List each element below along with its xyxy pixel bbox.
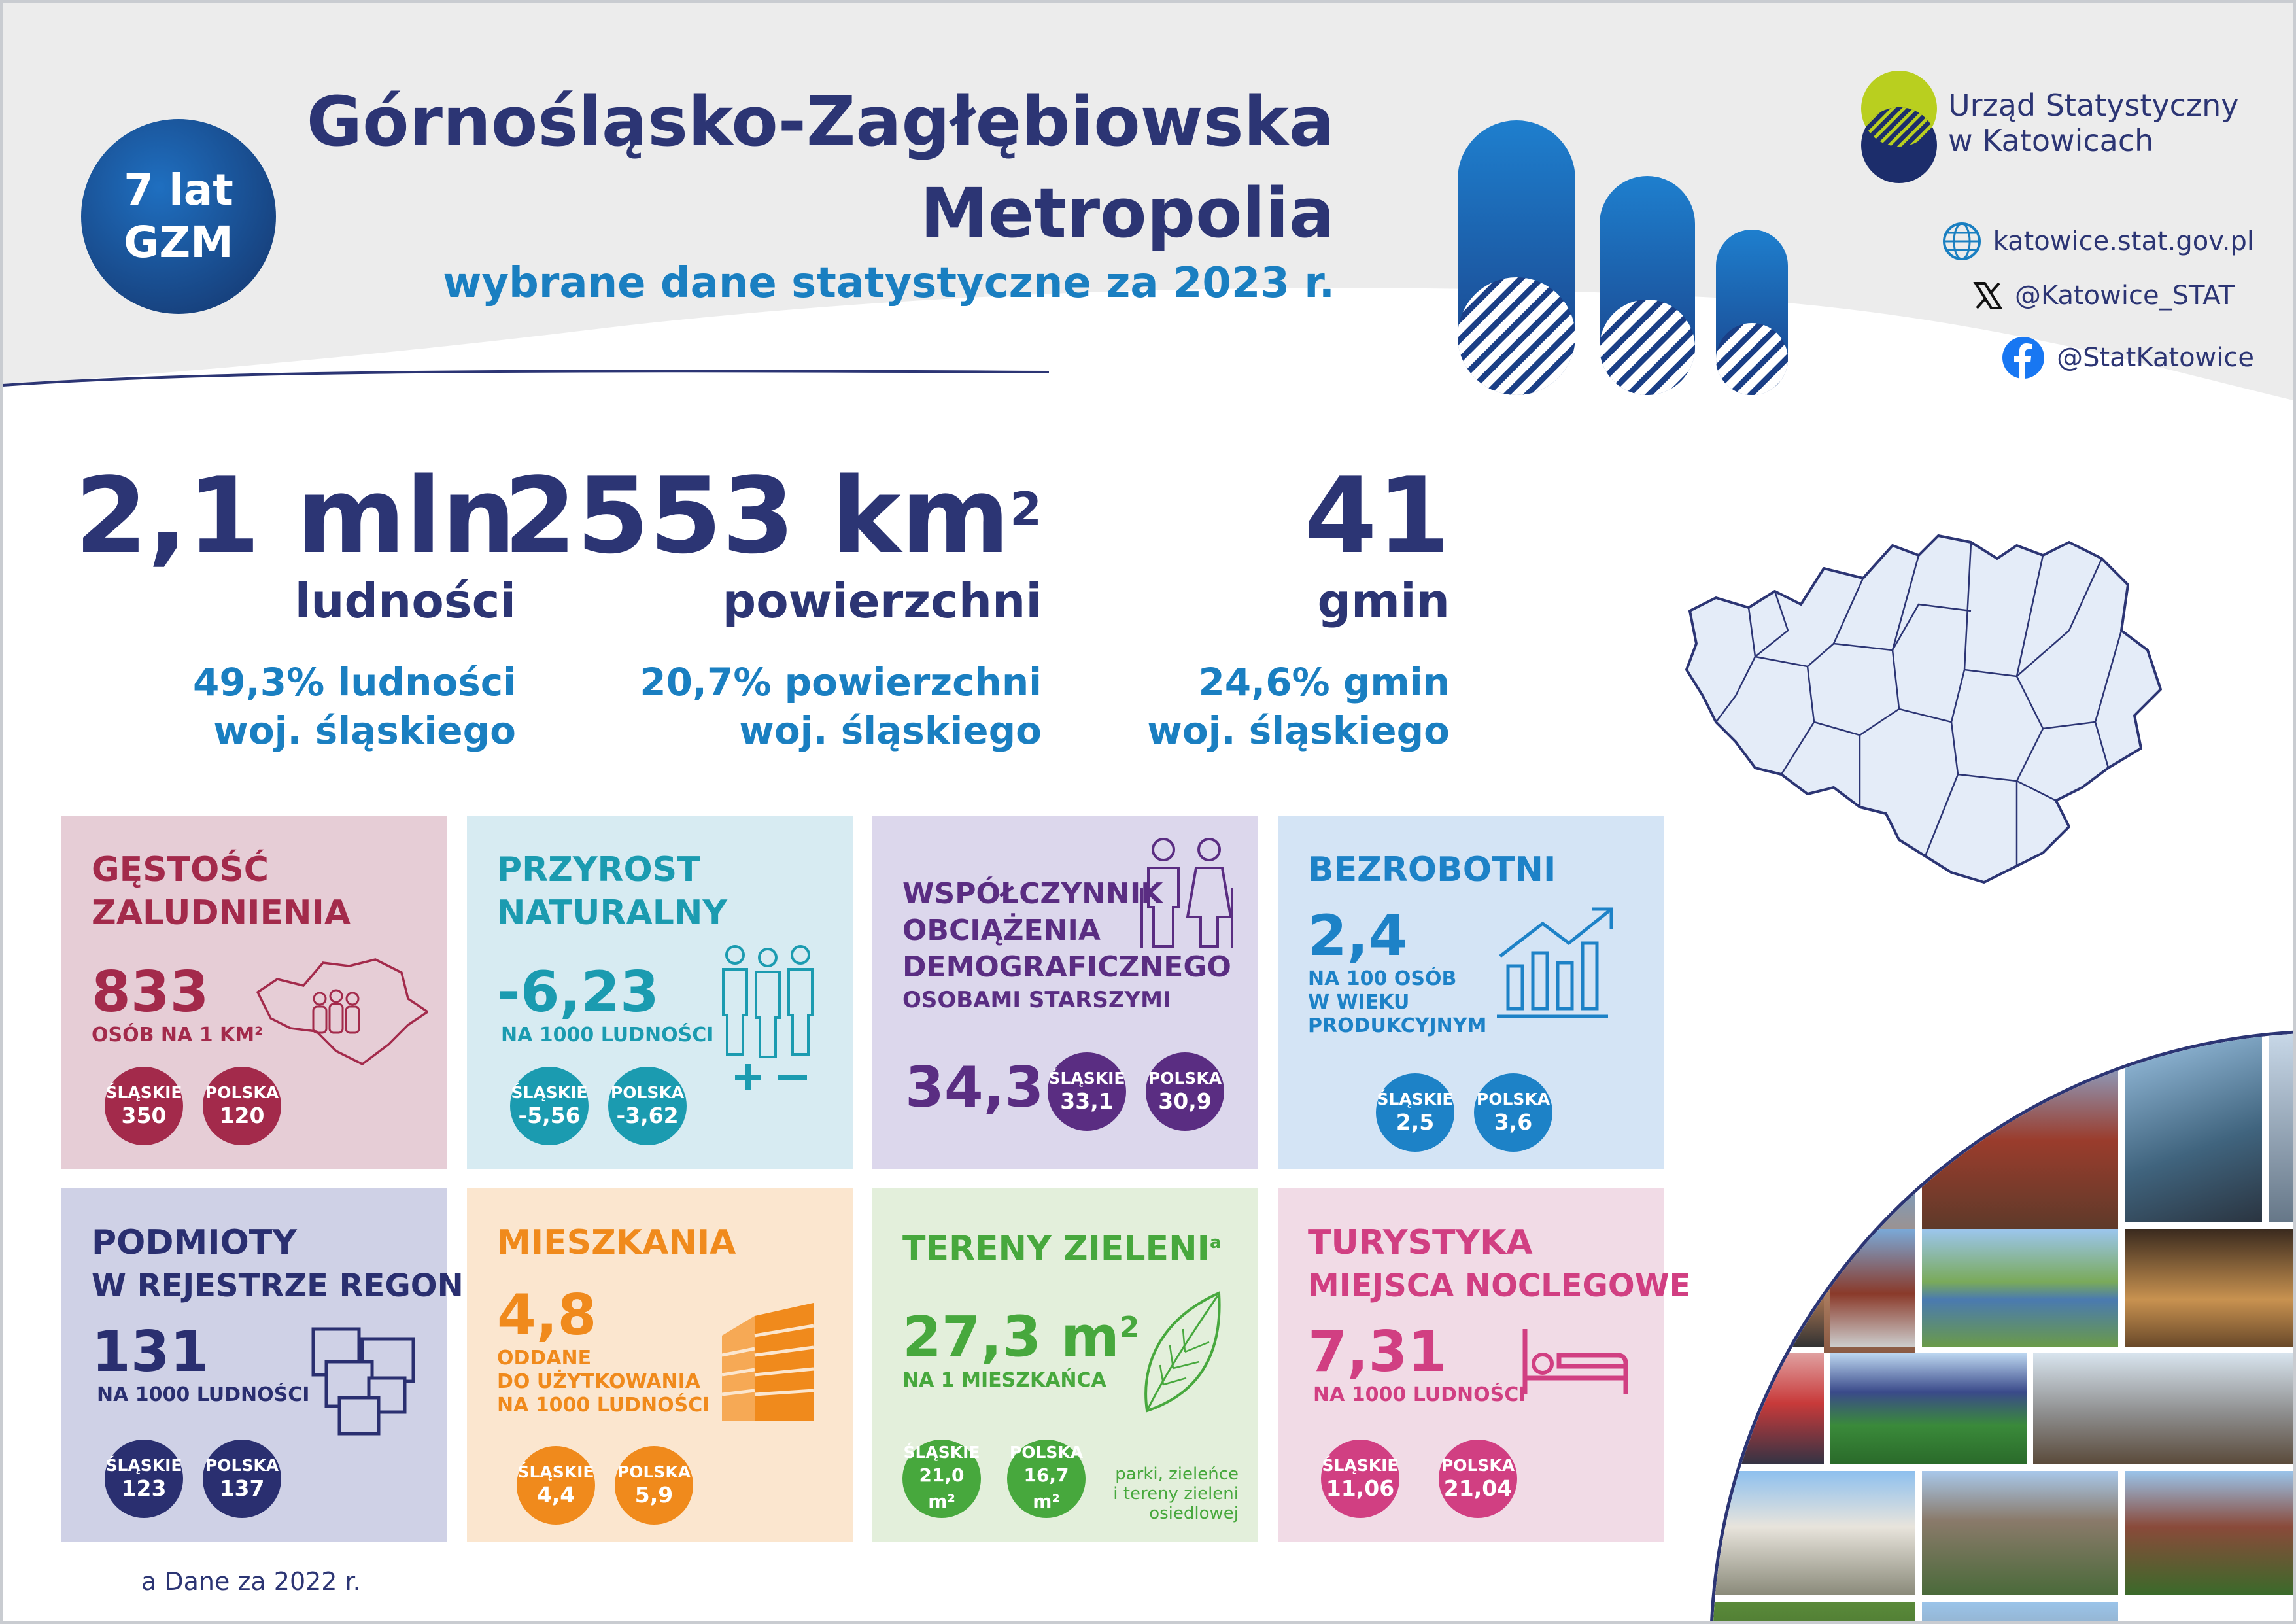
x-handle-text: @Katowice_STAT	[2014, 281, 2235, 311]
tourism-polska-circle	[1439, 1440, 1517, 1518]
tile-tourism-value: 7,31	[1308, 1319, 1447, 1385]
unemployed-polska-value: 3,6	[1494, 1109, 1533, 1135]
density-slaskie-label: ŚLĄSKIE	[105, 1083, 182, 1102]
dwellings-polska-circle	[615, 1446, 693, 1525]
dependency-slaskie-label: ŚLĄSKIE	[1048, 1069, 1125, 1088]
photo-collage	[1709, 1029, 2296, 1624]
dwellings-slaskie-value: 4,4	[536, 1482, 575, 1508]
map-people-icon	[251, 953, 428, 1071]
stat-population-label: ludności	[294, 574, 516, 629]
elderly-couple-icon	[1134, 835, 1239, 953]
photo-wooden-house	[2125, 1471, 2296, 1595]
photo-forest	[1713, 1602, 1915, 1624]
green-note-line3: osiedlowej	[1149, 1504, 1239, 1523]
unemployed-slaskie-value: 2,5	[1396, 1109, 1435, 1135]
tile-green-title	[902, 1221, 1228, 1270]
x-link[interactable]	[1973, 281, 2235, 311]
dependency-polska-circle	[1146, 1052, 1224, 1131]
dependency-polska-label: POLSKA	[1148, 1069, 1222, 1088]
tile-density-value: 833	[92, 959, 209, 1025]
badge-line2: GZM	[124, 217, 233, 268]
growth-slaskie-label: ŚLĄSKIE	[511, 1083, 588, 1102]
green-slaskie-circle	[902, 1440, 981, 1518]
regon-slaskie-value: 123	[121, 1476, 167, 1501]
stat-municipalities-pct-line1: 24,6% gmin	[1198, 660, 1450, 704]
bed-icon	[1520, 1326, 1631, 1398]
badge-line1: 7 lat	[124, 165, 233, 215]
green-slaskie-value: 21,0 m²	[919, 1464, 965, 1512]
tile-unemployed-value: 2,4	[1308, 903, 1408, 969]
dwellings-slaskie-circle	[517, 1446, 595, 1525]
tile-regon-value: 131	[92, 1319, 209, 1385]
photo-sunset-lake	[1719, 1229, 1824, 1347]
stat-population-value: 2,1 mln	[75, 455, 516, 577]
decorative-pills-graphic	[1454, 117, 1794, 405]
tourism-polska-value: 21,04	[1443, 1476, 1513, 1501]
photo-lake	[1922, 1229, 2118, 1347]
dwellings-slaskie-label: ŚLĄSKIE	[517, 1462, 594, 1481]
density-slaskie-value: 350	[121, 1103, 167, 1128]
dwellings-polska-value: 5,9	[634, 1482, 674, 1508]
tile-unemployed-title1: BEZROBOTNI	[1308, 850, 1556, 890]
stat-population-pct-line1: 49,3% ludności	[192, 660, 516, 704]
urzad-statystyczny-logo	[1853, 68, 1945, 186]
photo-fountain	[1830, 1229, 1915, 1347]
website-link[interactable]	[1942, 222, 2254, 261]
metropolis-map	[1677, 526, 2174, 892]
photo-palace	[1713, 1471, 1915, 1595]
tile-dependency-value: 34,3	[905, 1055, 1044, 1120]
density-polska-circle	[203, 1067, 281, 1145]
stat-area-sup: 2	[1010, 483, 1042, 536]
growth-polska-circle	[608, 1067, 687, 1145]
tile-unemployed-unit1: NA 100 OSÓB	[1308, 967, 1457, 990]
tile-unemployed-unit2: W WIEKU	[1308, 991, 1410, 1014]
stat-area-pct-line1: 20,7% powierzchni	[640, 660, 1042, 704]
facebook-icon	[2002, 336, 2045, 379]
tile-dependency-title2: OBCIĄŻENIA	[902, 914, 1101, 947]
tile-green-title1: TERENY ZIELENI	[902, 1229, 1210, 1269]
green-note	[1113, 1464, 1239, 1523]
photo-skyscraper	[2269, 1033, 2296, 1222]
title-line2: Metropolia	[920, 173, 1335, 253]
growth-chart-icon	[1494, 904, 1624, 1022]
stat-municipalities-pct-line2: woj. śląskiego	[1147, 708, 1450, 753]
entities-squares-icon	[310, 1326, 421, 1437]
tourism-slaskie-circle	[1321, 1440, 1399, 1518]
tile-density-title2: ZALUDNIENIA	[92, 893, 351, 933]
tile-dwellings	[467, 1188, 853, 1542]
density-slaskie-circle	[105, 1067, 183, 1145]
stat-municipalities-label: gmin	[1317, 574, 1450, 629]
org-name	[1948, 88, 2238, 158]
unemployed-polska-label: POLSKA	[1476, 1090, 1551, 1109]
tile-unemployed	[1278, 816, 1664, 1169]
globe-icon	[1942, 222, 1981, 261]
tile-dwellings-value: 4,8	[497, 1283, 597, 1348]
tile-density-unit: OSÓB NA 1 KM²	[92, 1024, 264, 1046]
tourism-slaskie-value: 11,06	[1326, 1476, 1395, 1501]
tile-dependency-ratio	[872, 816, 1258, 1169]
regon-polska-circle	[203, 1440, 281, 1518]
tile-dependency-title1: WSPÓŁCZYNNIK	[902, 877, 1163, 910]
green-polska-value: 16,7 m²	[1023, 1464, 1069, 1512]
photo-glass-tower	[2125, 1033, 2262, 1222]
regon-polska-value: 137	[219, 1476, 265, 1501]
stat-population-pct-line2: woj. śląskiego	[213, 708, 516, 753]
tile-growth-title2: NATURALNY	[497, 893, 728, 933]
people-plus-minus-icon	[715, 943, 820, 1100]
tile-regon-title1: PODMIOTY	[92, 1223, 297, 1262]
stat-municipalities-value: 41	[1304, 455, 1450, 577]
tile-dependency-title4: OSOBAMI STARSZYMI	[902, 987, 1171, 1013]
tile-population-density	[61, 816, 447, 1169]
growth-slaskie-value: -5,56	[518, 1103, 581, 1128]
stat-area-pct	[504, 658, 1042, 755]
dwellings-polska-label: POLSKA	[617, 1462, 691, 1481]
photo-railway	[2033, 1353, 2296, 1464]
facebook-text: @StatKatowice	[2057, 343, 2254, 373]
tourism-polska-label: POLSKA	[1441, 1456, 1515, 1475]
tourism-slaskie-label: ŚLĄSKIE	[1322, 1456, 1399, 1475]
facebook-link[interactable]	[2002, 336, 2254, 379]
tile-density-title1: GĘSTOŚĆ	[92, 850, 269, 890]
regon-slaskie-label: ŚLĄSKIE	[105, 1456, 182, 1475]
tile-regon-unit: NA 1000 LUDNOŚCI	[97, 1383, 310, 1406]
tile-dwellings-title1: MIESZKANIA	[497, 1223, 736, 1262]
stat-area-pct-line2: woj. śląskiego	[739, 708, 1042, 753]
tile-growth-value: -6,23	[497, 959, 659, 1025]
unemployed-slaskie-circle	[1376, 1073, 1454, 1152]
photo-stadium	[1830, 1353, 2027, 1464]
growth-polska-label: POLSKA	[610, 1083, 685, 1102]
tile-growth-title1: PRZYROST	[497, 850, 700, 890]
tile-dwellings-unit3: NA 1000 LUDNOŚCI	[497, 1394, 710, 1417]
tile-natural-growth	[467, 816, 853, 1169]
tile-growth-unit: NA 1000 LUDNOŚCI	[501, 1024, 714, 1046]
leaf-icon	[1134, 1287, 1225, 1417]
tile-green-title-sup: a	[1209, 1233, 1222, 1253]
anniversary-badge	[81, 119, 276, 314]
tile-regon-title2: W REJESTRZE REGON	[92, 1268, 464, 1304]
tile-green-value-sup: 2	[1119, 1311, 1140, 1345]
stat-municipalities	[1147, 455, 1450, 755]
tile-dwellings-unit2: DO UŻYTKOWANIA	[497, 1370, 701, 1393]
tile-green-value-number: 27,3 m	[902, 1304, 1120, 1370]
tile-tourism-title1: TURYSTYKA	[1308, 1223, 1533, 1262]
green-slaskie-label: ŚLĄSKIE	[903, 1443, 980, 1462]
stat-area	[504, 455, 1042, 755]
stat-area-number: 2553 km	[504, 455, 1010, 577]
tile-green-areas	[872, 1188, 1258, 1542]
stat-population-pct	[75, 658, 516, 755]
unemployed-polska-circle	[1474, 1073, 1552, 1152]
tile-tourism-unit: NA 1000 LUDNOŚCI	[1313, 1383, 1526, 1406]
tile-dependency-title3: DEMOGRAFICZNEGO	[902, 950, 1231, 984]
x-logo-icon	[1973, 281, 2003, 311]
regon-polska-label: POLSKA	[205, 1456, 279, 1475]
photo-street	[1922, 1602, 2118, 1624]
stat-area-value	[504, 455, 1042, 577]
stat-population	[75, 455, 516, 755]
page-title	[307, 76, 1335, 259]
green-polska-circle	[1007, 1440, 1086, 1518]
tile-unemployed-unit3: PRODUKCYJNYM	[1308, 1014, 1487, 1037]
footnote: a Dane za 2022 r.	[141, 1567, 361, 1596]
density-polska-label: POLSKA	[205, 1083, 279, 1102]
tile-tourism	[1278, 1188, 1691, 1542]
green-polska-label: POLSKA	[1009, 1443, 1084, 1462]
density-polska-value: 120	[219, 1103, 265, 1128]
green-note-line2: i tereny zieleni	[1113, 1484, 1239, 1504]
stat-municipalities-pct	[1147, 658, 1450, 755]
photo-stadium-seats	[1713, 1353, 1824, 1464]
photo-concert-hall	[2125, 1229, 2296, 1347]
green-note-line1: parki, zieleńce	[1115, 1464, 1239, 1484]
title-line1: Górnośląsko-Zagłębiowska	[306, 82, 1335, 162]
unemployed-slaskie-label: ŚLĄSKIE	[1377, 1090, 1454, 1109]
photo-castle	[1922, 1471, 2118, 1595]
dependency-polska-value: 30,9	[1158, 1088, 1212, 1114]
stat-area-label: powierzchni	[722, 574, 1042, 629]
photo-town-hall	[1922, 1046, 2118, 1235]
apartment-building-icon	[715, 1296, 820, 1427]
tile-regon-entities	[61, 1188, 464, 1542]
org-name-line2: w Katowicach	[1948, 123, 2154, 158]
dependency-slaskie-value: 33,1	[1060, 1088, 1114, 1114]
tile-green-unit: NA 1 MIESZKAŃCA	[902, 1368, 1106, 1392]
org-name-line1: Urząd Statystyczny	[1948, 88, 2239, 123]
page-subtitle: wybrane dane statystyczne za 2023 r.	[443, 259, 1335, 307]
regon-slaskie-circle	[105, 1440, 183, 1518]
growth-slaskie-circle	[510, 1067, 589, 1145]
dependency-slaskie-circle	[1048, 1052, 1126, 1131]
website-text: katowice.stat.gov.pl	[1993, 226, 2254, 256]
tile-tourism-title2: MIEJSCA NOCLEGOWE	[1308, 1268, 1691, 1304]
tile-dwellings-unit1: ODDANE	[497, 1347, 592, 1370]
growth-polska-value: -3,62	[616, 1103, 679, 1128]
